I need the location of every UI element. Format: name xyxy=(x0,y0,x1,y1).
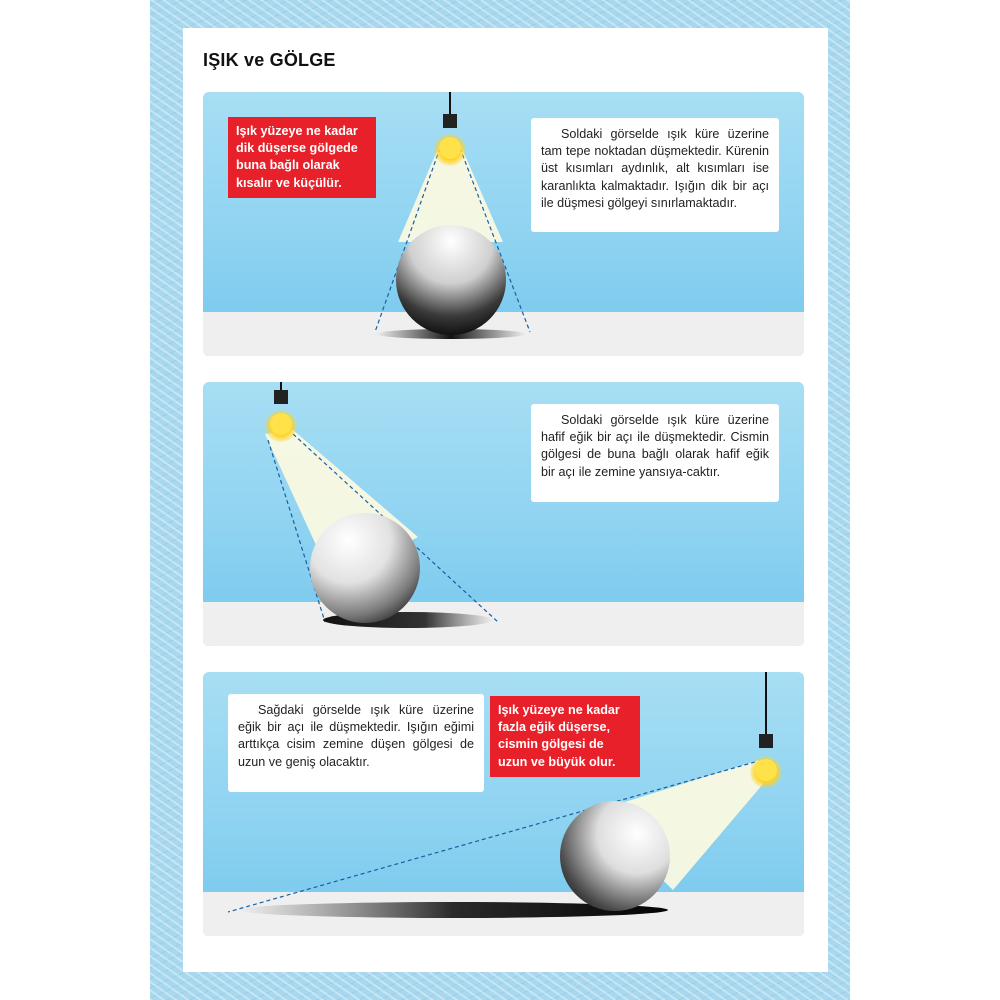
note-line: kısalır ve küçülür. xyxy=(236,175,342,190)
sphere xyxy=(396,225,506,335)
note-oblique-light xyxy=(490,696,640,777)
description-box xyxy=(531,404,779,502)
note-line: cismin gölgesi de xyxy=(498,737,604,752)
lamp-socket xyxy=(443,114,457,128)
sphere xyxy=(560,801,670,911)
note-line: fazla eğik düşerse, xyxy=(498,720,610,735)
note-line: dik düşerse gölgede xyxy=(236,141,358,156)
note-line: Işık yüzeye ne kadar xyxy=(498,703,620,717)
description-text: Sağdaki görselde ışık küre üzerine eğik bir açı ile düşmektedir. Işığın eğimi arttıkça cisim zemine düşen gölgesi de uzun ve geniş olacaktır. xyxy=(238,703,474,769)
note-line: uzun ve büyük olur. xyxy=(498,754,616,769)
lamp-socket xyxy=(759,734,773,748)
panel-oblique-light xyxy=(203,672,804,936)
lamp-socket xyxy=(274,390,288,404)
panel-top-light xyxy=(203,92,804,356)
description-text: Soldaki görselde ışık küre üzerine hafif eğik bir açı ile düşmektedir. Cismin gölgesi de buna bağlı olarak hafif eğik bir açı ile zemine yansıya-caktır. xyxy=(541,413,769,479)
page-title: IŞIK ve GÖLGE xyxy=(203,50,336,70)
sphere xyxy=(310,513,420,623)
note-line: Işık yüzeye ne kadar xyxy=(236,124,358,138)
note-line: buna bağlı olarak xyxy=(236,158,340,173)
description-text: Soldaki görselde ışık küre üzerine tam tepe noktadan düşmektedir. Kürenin üst kısımları aydınlık, alt kısımları ise karanlıkta kalmaktadır. Işığın dik bir açı ile düşmesi gölgeyi sınırlamaktadır. xyxy=(541,127,769,210)
note-perpendicular-light xyxy=(228,117,376,198)
panel-slight-angle-light xyxy=(203,382,804,646)
description-box xyxy=(228,694,484,792)
description-box xyxy=(531,118,779,232)
